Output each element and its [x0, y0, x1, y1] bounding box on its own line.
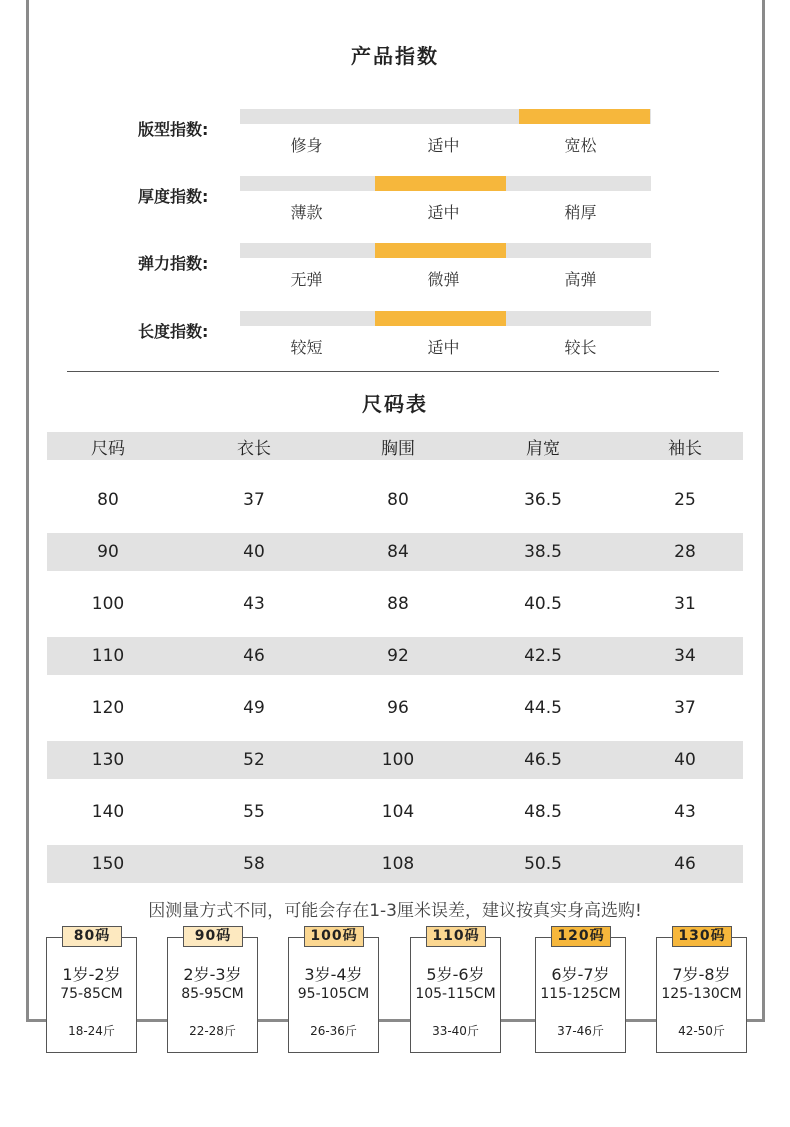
index-bar-track: [240, 311, 651, 326]
table-cell: 88: [387, 594, 409, 614]
card-height: 85-95CM: [181, 986, 244, 1002]
index-label: 厚度指数:: [138, 187, 209, 206]
size-guide-card: [167, 937, 258, 1053]
index-row: [0, 243, 790, 303]
table-cell: 150: [91, 854, 125, 874]
size-guide-card: [410, 937, 501, 1053]
card-height: 115-125CM: [540, 986, 621, 1002]
table-cell: 36.5: [524, 490, 562, 510]
table-cell: 108: [381, 854, 415, 874]
card-height: 75-85CM: [60, 986, 123, 1002]
index-option: 较短: [290, 338, 323, 357]
index-option: 薄款: [290, 203, 323, 222]
table-cell: 42.5: [524, 646, 562, 666]
table-cell: 80: [97, 490, 119, 510]
size-table: [47, 432, 743, 890]
index-bar-track: [240, 176, 651, 191]
index-option: 宽松: [564, 136, 597, 155]
index-option: 高弹: [564, 270, 597, 289]
table-cell: 38.5: [524, 542, 562, 562]
table-cell: 50.5: [524, 854, 562, 874]
index-option: 修身: [290, 136, 323, 155]
table-cell: 84: [387, 542, 409, 562]
card-height: 125-130CM: [661, 986, 742, 1002]
index-option: 适中: [427, 203, 460, 222]
card-weight: 37-46斤: [557, 1024, 604, 1038]
table-header-cell: 胸围: [381, 438, 415, 459]
table-cell: 46: [243, 646, 265, 666]
table-header-cell: 尺码: [91, 438, 125, 459]
table-cell: 52: [243, 750, 265, 770]
index-label: 弹力指数:: [138, 254, 209, 273]
table-row: [47, 786, 743, 838]
index-row: [0, 109, 790, 169]
card-age: 5岁-6岁: [426, 965, 485, 984]
index-option: 适中: [427, 136, 460, 155]
size-guide-card: [288, 937, 379, 1053]
table-cell: 46.5: [524, 750, 562, 770]
table-cell: 100: [381, 750, 415, 770]
card-size-tag: 110码: [426, 926, 486, 947]
card-weight: 42-50斤: [678, 1024, 725, 1038]
card-height: 95-105CM: [297, 986, 370, 1002]
section-divider: [67, 371, 719, 372]
table-cell: 40: [674, 750, 696, 770]
table-cell: 31: [674, 594, 696, 614]
table-row: [47, 845, 743, 883]
card-height: 105-115CM: [415, 986, 496, 1002]
card-weight: 26-36斤: [310, 1024, 357, 1038]
table-header-cell: 衣长: [237, 438, 271, 459]
table-cell: 92: [387, 646, 409, 666]
index-option: 较长: [564, 338, 597, 357]
table-cell: 110: [91, 646, 125, 666]
table-row: [47, 637, 743, 675]
table-row: [47, 682, 743, 734]
card-age: 3岁-4岁: [304, 965, 363, 984]
index-row: [0, 176, 790, 236]
index-bar-fill: [375, 176, 506, 191]
table-header-cell: 袖长: [668, 438, 702, 459]
card-size-tag: 130码: [672, 926, 732, 947]
table-cell: 104: [381, 802, 415, 822]
card-size-tag: 100码: [304, 926, 364, 947]
index-option: 稍厚: [564, 203, 597, 222]
table-cell: 43: [674, 802, 696, 822]
table-cell: 28: [674, 542, 696, 562]
size-guide-card: [656, 937, 747, 1053]
index-label: 长度指数:: [138, 322, 209, 341]
size-guide-card: [46, 937, 137, 1053]
table-cell: 34: [674, 646, 696, 666]
table-row: [47, 578, 743, 630]
table-cell: 37: [243, 490, 265, 510]
table-cell: 140: [91, 802, 125, 822]
table-cell: 40: [243, 542, 265, 562]
table-cell: 40.5: [524, 594, 562, 614]
table-cell: 48.5: [524, 802, 562, 822]
index-bar-track: [240, 243, 651, 258]
table-cell: 43: [243, 594, 265, 614]
card-size-tag: 120码: [551, 926, 611, 947]
table-cell: 58: [243, 854, 265, 874]
table-row: [47, 533, 743, 571]
size-guide-card: [535, 937, 626, 1053]
table-row: [47, 741, 743, 779]
card-age: 6岁-7岁: [551, 965, 610, 984]
card-weight: 22-28斤: [189, 1024, 236, 1038]
card-size-tag: 90码: [183, 926, 243, 947]
index-option: 微弹: [427, 270, 460, 289]
index-label: 版型指数:: [138, 120, 209, 139]
table-cell: 37: [674, 698, 696, 718]
index-option: 适中: [427, 338, 460, 357]
size-chart-title: 尺码表: [362, 392, 428, 416]
table-cell: 96: [387, 698, 409, 718]
table-cell: 120: [91, 698, 125, 718]
table-header-row: [47, 432, 743, 460]
table-cell: 130: [91, 750, 125, 770]
index-bar-track: [240, 109, 651, 124]
card-age: 7岁-8岁: [672, 965, 731, 984]
table-cell: 80: [387, 490, 409, 510]
product-index-title: 产品指数: [351, 44, 439, 68]
table-row: [47, 474, 743, 526]
table-cell: 25: [674, 490, 696, 510]
table-cell: 46: [674, 854, 696, 874]
table-cell: 49: [243, 698, 265, 718]
table-header-cell: 肩宽: [526, 438, 560, 459]
index-row: [0, 311, 790, 371]
card-weight: 33-40斤: [432, 1024, 479, 1038]
index-bar-fill: [375, 243, 506, 258]
card-age: 2岁-3岁: [183, 965, 242, 984]
index-option: 无弹: [290, 270, 323, 289]
card-age: 1岁-2岁: [62, 965, 121, 984]
card-size-tag: 80码: [62, 926, 122, 947]
index-bar-fill: [519, 109, 650, 124]
index-bar-fill: [375, 311, 506, 326]
table-cell: 44.5: [524, 698, 562, 718]
table-cell: 55: [243, 802, 265, 822]
measurement-note: 因测量方式不同，可能会存在1-3厘米误差，建议按真实身高选购!: [148, 901, 642, 921]
table-cell: 90: [97, 542, 119, 562]
card-weight: 18-24斤: [68, 1024, 115, 1038]
table-cell: 100: [91, 594, 125, 614]
